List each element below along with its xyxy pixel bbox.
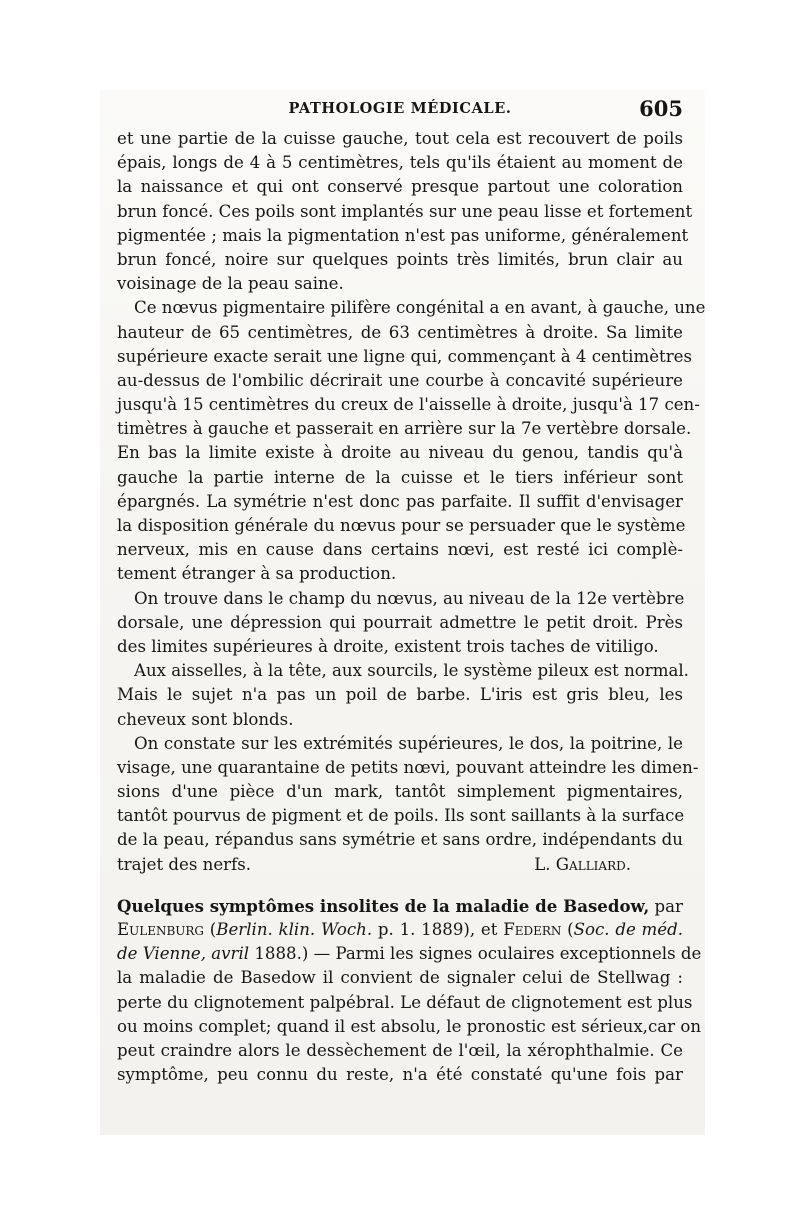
text-line: de la peau, répandus sans symétrie et sans ordre, indépendants du xyxy=(117,830,683,850)
article-intro: 1888.) — Parmi les signes oculaires exceptionnels de xyxy=(249,944,702,964)
text-line: Mais le sujet n'a pas un poil de barbe. L'iris est gris bleu, les xyxy=(117,685,683,705)
text-line: brun foncé. Ces poils sont implantés sur une peau lisse et fortement xyxy=(117,201,693,221)
text-line: timètres à gauche et passerait en arrière sur la 7e vertèbre dorsale. xyxy=(117,419,692,439)
author-federn: Federn xyxy=(503,920,562,939)
text-line: brun foncé, noire sur quelques points très limités, brun clair au xyxy=(117,249,683,269)
section-gap xyxy=(117,877,683,894)
text-line: épargnés. La symétrie n'est donc pas parfaite. Il suffit d'envisager xyxy=(117,491,683,511)
signature-line xyxy=(117,853,683,877)
text-line: gauche la partie interne de la cuisse et le tiers inférieur sont xyxy=(117,467,683,487)
paren: ( xyxy=(561,920,574,939)
citation-society: Soc. de méd. xyxy=(573,920,683,939)
citation-society-cont: de Vienne, avril xyxy=(117,944,250,964)
text-line: sions d'une pièce d'un mark, tantôt simplement pigmentaires, xyxy=(117,782,683,802)
text-line: voisinage de la peau saine. xyxy=(117,274,344,294)
article-title-line xyxy=(117,894,683,918)
text-line: hauteur de 65 centimètres, de 63 centimètres à droite. Sa limite xyxy=(117,322,683,342)
text-line: visage, une quarantaine de petits nœvi, pouvant atteindre les dimen- xyxy=(117,757,699,777)
text-line: au-dessus de l'ombilic décrirait une courbe à concavité supérieure xyxy=(117,370,683,390)
text-line: symptôme, peu connu du reste, n'a été constaté qu'une fois par xyxy=(117,1065,683,1085)
running-head: PATHOLOGIE MÉDICALE. xyxy=(288,100,512,117)
citation-details: p. 1. 1889), et xyxy=(372,920,504,939)
citation-journal: Berlin. klin. Woch. xyxy=(216,920,373,939)
page-text xyxy=(117,127,706,1087)
text-line: et une partie de la cuisse gauche, tout cela est recouvert de poils xyxy=(117,129,683,148)
text-line: tantôt pourvus de pigment et de poils. Ils sont saillants à la surface xyxy=(117,806,685,826)
signature-text: trajet des nerfs. xyxy=(117,854,252,874)
page-header xyxy=(117,96,683,122)
text-line: ou moins complet; quand il est absolu, le pronostic est sérieux,car on xyxy=(117,1016,702,1036)
text-line: des limites supérieures à droite, existent trois taches de vitiligo. xyxy=(117,636,659,656)
page-number: 605 xyxy=(639,96,683,121)
text-line: dorsale, une dépression qui pourrait admettre le petit droit. Près xyxy=(117,612,683,632)
article-par: par xyxy=(654,896,683,916)
text-line: On trouve dans le champ du nœvus, au niveau de la 12e vertèbre xyxy=(134,588,685,608)
article-citation-line xyxy=(117,918,683,942)
text-line: Ce nœvus pigmentaire pilifère congénital a en avant, à gauche, une xyxy=(134,298,706,318)
text-line: pigmentée ; mais la pigmentation n'est pas uniforme, généralement xyxy=(117,225,689,245)
text-line: perte du clignotement palpébral. Le défaut de clignotement est plus xyxy=(117,992,693,1012)
text-line: jusqu'à 15 centimètres du creux de l'aisselle à droite, jusqu'à 17 cen- xyxy=(117,395,700,415)
text-line: nerveux, mis en cause dans certains nœvi, est resté ici complè- xyxy=(117,540,683,560)
text-line: peut craindre alors le dessèchement de l'œil, la xérophthalmie. Ce xyxy=(117,1040,683,1060)
text-line: On constate sur les extrémités supérieures, le dos, la poitrine, le xyxy=(134,733,683,753)
text-line: En bas la limite existe à droite au niveau du genou, tandis qu'à xyxy=(117,443,683,463)
text-line: la maladie de Basedow il convient de signaler celui de Stellwag : xyxy=(117,968,683,988)
article-title: Quelques symptômes insolites de la maladie de Basedow, xyxy=(117,895,650,916)
text-line: épais, longs de 4 à 5 centimètres, tels qu'ils étaient au moment de xyxy=(117,153,683,173)
signature-author: L. Galliard. xyxy=(534,854,631,874)
text-line: la naissance et qui ont conservé presque partout une coloration xyxy=(117,177,683,197)
author-eulenburg: Eulenburg xyxy=(117,920,205,939)
text-line: Aux aisselles, à la tête, aux sourcils, le système pileux est normal. xyxy=(134,661,689,681)
text-line: cheveux sont blonds. xyxy=(117,709,294,729)
article-citation-line-2 xyxy=(117,942,702,966)
text-line: tement étranger à sa production. xyxy=(117,564,397,584)
text-line: la disposition générale du nœvus pour se persuader que le système xyxy=(117,516,686,535)
paren: ( xyxy=(204,920,217,939)
text-line: supérieure exacte serait une ligne qui, commençant à 4 centimètres xyxy=(117,346,692,366)
